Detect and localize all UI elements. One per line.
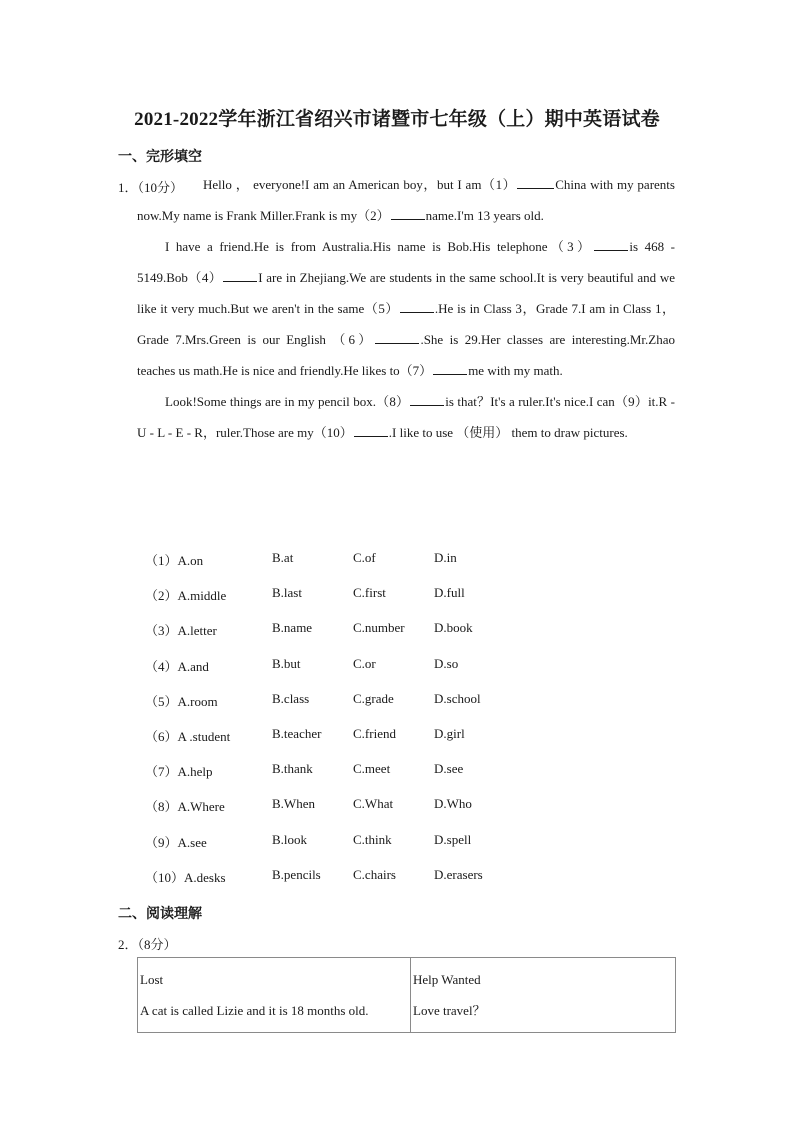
blank-2 [391,206,425,220]
option-d: D.girl [434,726,465,741]
passage-paragraph-2 [137,231,675,386]
option-a: （6）A .student [145,729,231,744]
cell-title: Lost [140,972,164,987]
cell-text: A cat is called Lizie and it is 18 months old. [140,1003,369,1018]
cloze-passage [137,169,675,448]
option-b: B.class [272,691,310,706]
question-1-label: 1．（10分） [118,180,184,195]
option-a: （7）A.help [145,764,213,779]
option-d: D.see [434,761,464,776]
option-c: C.number [353,620,405,635]
option-a: （2）A.middle [145,588,227,603]
option-b: B.When [272,796,315,811]
table-cell-lost [138,958,411,1033]
option-row-6 [145,726,565,748]
option-c: C.chairs [353,867,396,882]
option-row-2 [145,585,565,607]
cell-text: Love travel？ [413,1003,486,1018]
passage-text: Hello ， everyone!I am an American boy，but I am（1） [203,177,517,192]
option-c: C.think [353,832,392,847]
option-d: D.Who [434,796,472,811]
table-cell-help-wanted [411,958,676,1033]
option-b: B.thank [272,761,313,776]
passage-paragraph-1 [137,169,675,231]
option-row-7 [145,761,565,783]
passage-text: name.I'm 13 years old. [425,208,544,223]
passage-text: China with my parents now.My name is Frank Miller.Frank is my（2） [137,177,675,223]
passage-text: .She is 29.Her classes are interesting.Mr.Zhao teaches us math.He is nice and friendly.He likes to（7） [137,332,676,378]
option-d: D.in [434,550,457,565]
section-heading-cloze: 一、完形填空 [118,150,202,165]
table-row [138,958,676,1033]
option-d: D.full [434,585,465,600]
option-d: D.so [434,656,459,671]
option-b: B.teacher [272,726,322,741]
option-c: C.first [353,585,386,600]
passage-text: I have a friend.He is from Australia.His name is Bob.His telephone（3） [165,239,594,254]
option-row-4 [145,656,565,678]
blank-6 [375,330,419,344]
page-title: 2021-2022学年浙江省绍兴市诸暨市七年级（上）期中英语试卷 [134,109,660,130]
option-a: （9）A.see [145,835,207,850]
option-c: C.friend [353,726,396,741]
option-b: B.but [272,656,301,671]
option-d: D.school [434,691,481,706]
option-a: （5）A.room [145,694,218,709]
option-a: （1）A.on [145,553,204,568]
option-row-1 [145,550,565,572]
option-d: D.book [434,620,473,635]
blank-5 [400,299,434,313]
blank-1 [517,175,554,189]
passage-text: is 468 - 5149.Bob（4） [137,239,676,285]
option-a: （3）A.letter [145,623,217,638]
blank-8 [410,392,444,406]
passage-text: .He is in Class 3，Grade 7.I am in Class 1， Grade 7.Mrs.Green is our English （6） [137,301,675,347]
question-2-label: 2．（8分） [118,937,177,952]
option-c: C.grade [353,691,394,706]
passage-text: Look!Some things are in my pencil box.（8） [165,394,410,409]
option-b: B.name [272,620,313,635]
blank-7 [433,361,467,375]
option-c: C.meet [353,761,391,776]
option-row-5 [145,691,565,713]
option-d: D.spell [434,832,472,847]
option-b: B.at [272,550,294,565]
passage-text: me with my math. [468,363,563,378]
option-row-8 [145,796,565,818]
option-d: D.erasers [434,867,483,882]
passage-text: .I like to use （使用） them to draw pictures. [388,425,628,440]
option-row-10 [145,867,565,889]
option-c: C.or [353,656,376,671]
option-c: C.of [353,550,376,565]
option-b: B.pencils [272,867,321,882]
option-c: C.What [353,796,394,811]
option-b: B.look [272,832,308,847]
blank-10 [354,423,388,437]
cell-title: Help Wanted [413,972,481,987]
passage-text: is that？It's a ruler.It's nice.I can（9）it.R - U - L - E - R，ruler.Those are my（10） [137,394,675,440]
passage-paragraph-3 [137,386,675,448]
option-b: B.last [272,585,302,600]
option-a: （8）A.Where [145,799,225,814]
option-a: （10）A.desks [145,870,226,885]
blank-4 [223,268,257,282]
option-row-9 [145,832,565,854]
option-row-3 [145,620,565,642]
option-a: （4）A.and [145,659,209,674]
reading-table [137,957,676,1033]
blank-3 [594,237,628,251]
section-heading-reading: 二、阅读理解 [118,907,202,922]
passage-text: I are in Zhejiang.We are students in the same school.It is very beautiful and we like it very much.But we aren't in the same（5） [137,270,676,316]
